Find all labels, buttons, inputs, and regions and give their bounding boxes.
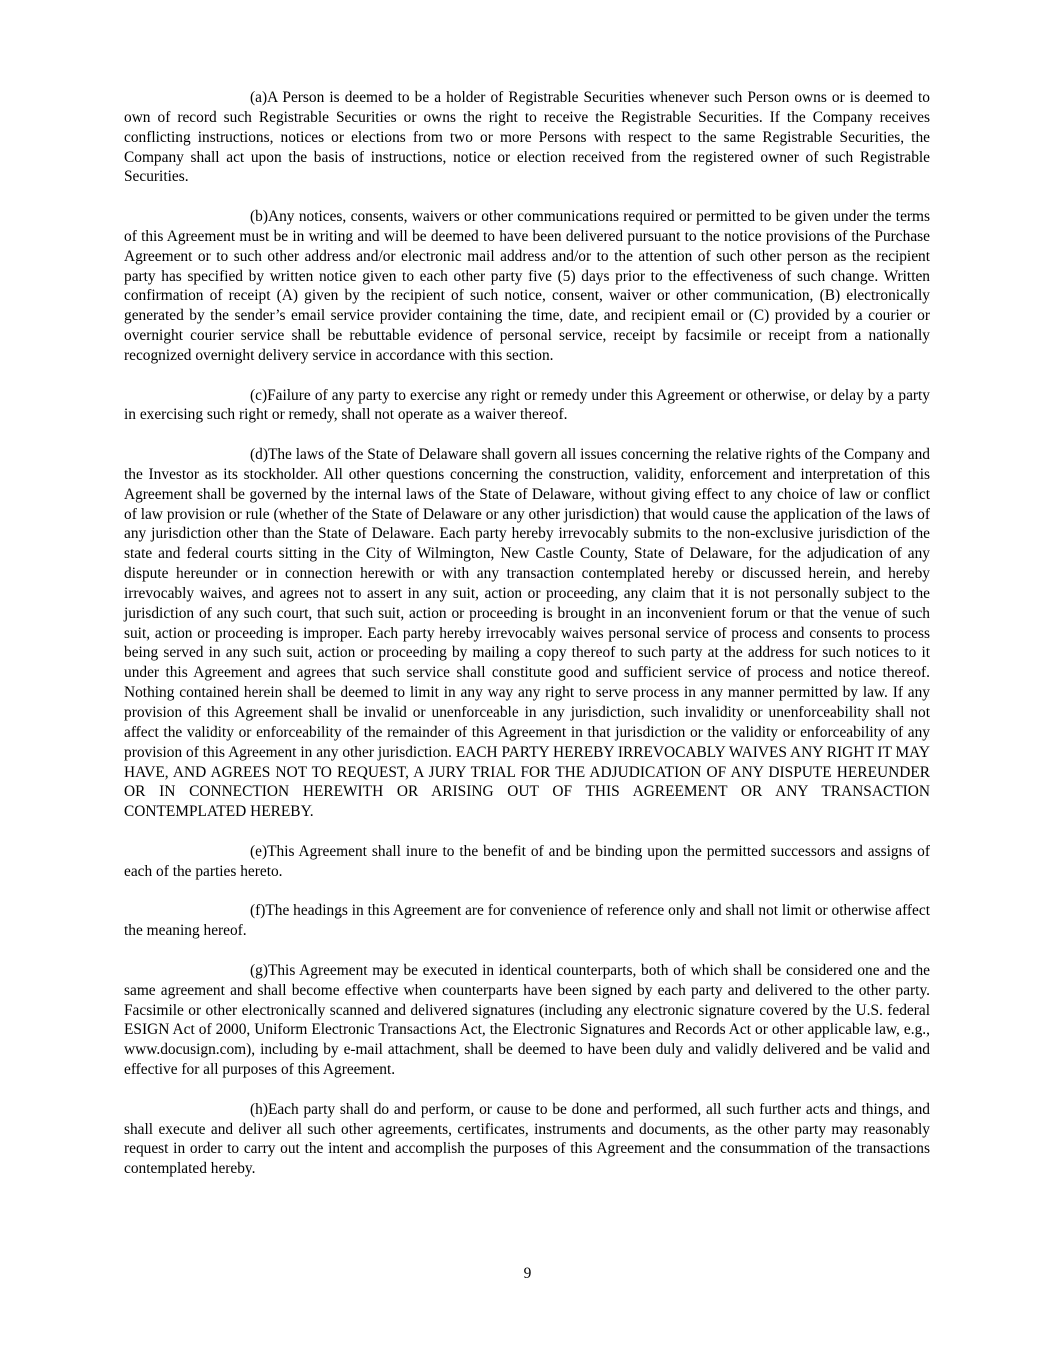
paragraph-h xyxy=(124,1100,930,1179)
paragraph-marker: (g) xyxy=(250,961,268,979)
page-number: 9 xyxy=(523,1265,532,1282)
document-page xyxy=(124,88,930,1199)
paragraph-g xyxy=(124,961,930,1080)
paragraph-text: Failure of any party to exercise any right or remedy under this Agreement or otherwise, or delay by a party in exercising such right or remedy, shall not operate as a waiver thereof. xyxy=(124,386,930,424)
paragraph-text: Any notices, consents, waivers or other communications required or permitted to be given under the terms of this Agreement must be in writing and will be deemed to have been delivered pursuant to the notice provisions of the Purchase Agreement or to such other address and/or electronic mail address and/or to the attention of such other person as the recipient party has specified by written notice given to each other party five (5) days prior to the effectiveness of such change. Written confirmation of receipt (A) given by the recipient of such notice, consent, waiver or other communication, (B) electronically generated by the sender’s email service provider containing the time, date, and recipient email or (C) provided by a courier or overnight courier service shall be rebuttable evidence of personal service, receipt by facsimile or receipt from a nationally recognized overnight delivery service in accordance with this section. xyxy=(124,208,930,364)
paragraph-e xyxy=(124,842,930,882)
paragraph-text: This Agreement shall inure to the benefit of and be binding upon the permitted successors and assigns of each of the parties hereto. xyxy=(124,842,930,880)
paragraph-text: This Agreement may be executed in identical counterparts, both of which shall be considered one and the same agreement and shall become effective when counterparts have been signed by each party and delivered to the other party. Facsimile or other electronically scanned and delivered signatures (including any electronic signature covered by the U.S. federal ESIGN Act of 2000, Uniform Electronic Transactions Act, the Electronic Signatures and Records Act or other applicable law, e.g., www.docusign.com), including by e-mail attachment, shall be deemed to have been duly and validly delivered and be valid and effective for all purposes of this Agreement. xyxy=(124,961,930,1079)
paragraph-marker: (d) xyxy=(250,446,268,464)
paragraph-marker: (b) xyxy=(250,208,268,226)
paragraph-marker: (a) xyxy=(250,89,268,106)
paragraph-text: A Person is deemed to be a holder of Registrable Securities whenever such Person owns or is deemed to own of record such Registrable Securities or owns the right to receive the Registrable Securities. If the Company receives conflicting instructions, notices or elections from two or more Persons with respect to the same Registrable Securities, the Company shall act upon the basis of instructions, notice or election received from the registered owner of such Registrable Securities. xyxy=(124,89,930,186)
paragraph-f xyxy=(124,901,930,941)
paragraph-b xyxy=(124,207,930,366)
paragraph-text: The laws of the State of Delaware shall govern all issues concerning the relative rights of the Company and the Investor as its stockholder. All other questions concerning the construction, validity, enforcement and interpretation of this Agreement shall be governed by the internal laws of the State of Delaware, without giving effect to any choice of law or conflict of law provision or rule (whether of the State of Delaware or any other jurisdiction) that would cause the application of the laws of any jurisdiction other than the State of Delaware. Each party hereby irrevocably submits to the non-exclusive jurisdiction of the state and federal courts sitting in the City of Wilmington, New Castle County, State of Delaware, for the adjudication of any dispute hereunder or in connection herewith or with any transaction contemplated hereby or discussed herein, and hereby irrevocably waives, and agrees not to assert in any suit, action or proceeding, any claim that it is not personally subject to the jurisdiction of any such court, that such suit, action or proceeding is brought in an inconvenient forum or that the venue of such suit, action or proceeding is improper. Each party hereby irrevocably waives personal service of process and consents to process being served in any such suit, action or proceeding by mailing a copy thereof to such party at the address for such notices to it under this Agreement and agrees that such service shall constitute good and sufficient service of process and notice thereof. Nothing contained herein shall be deemed to limit in any way any right to serve process in any manner permitted by law. If any provision of this Agreement shall be invalid or unenforceable in any jurisdiction, such invalidity or unenforceability shall not affect the validity or enforceability of the remainder of this Agreement in that jurisdiction or the validity or enforceability of any provision of this Agreement in any other jurisdiction. EACH PARTY HEREBY IRREVOCABLY WAIVES ANY RIGHT IT MAY HAVE, AND AGREES NOT TO REQUEST, A JURY TRIAL FOR THE ADJUDICATION OF ANY DISPUTE HEREUNDER OR IN CONNECTION HEREWITH OR ARISING OUT OF THIS AGREEMENT OR ANY TRANSACTION CONTEMPLATED HEREBY. xyxy=(124,446,930,821)
paragraph-text: The headings in this Agreement are for convenience of reference only and shall not limit or otherwise affect the meaning hereof. xyxy=(124,902,930,940)
paragraph-marker: (f) xyxy=(250,902,266,920)
paragraph-a xyxy=(124,88,930,187)
paragraph-c xyxy=(124,386,930,426)
paragraph-marker: (h) xyxy=(250,1100,268,1118)
paragraph-text: Each party shall do and perform, or cause to be done and performed, all such further acts and things, and shall execute and deliver all such other agreements, certificates, instruments and documents, as the other party may reasonably request in order to carry out the intent and accomplish the purposes of this Agreement and the consummation of the transactions contemplated hereby. xyxy=(124,1100,930,1178)
paragraph-d xyxy=(124,445,930,822)
paragraph-marker: (e) xyxy=(250,842,268,860)
paragraph-marker: (c) xyxy=(250,386,268,404)
